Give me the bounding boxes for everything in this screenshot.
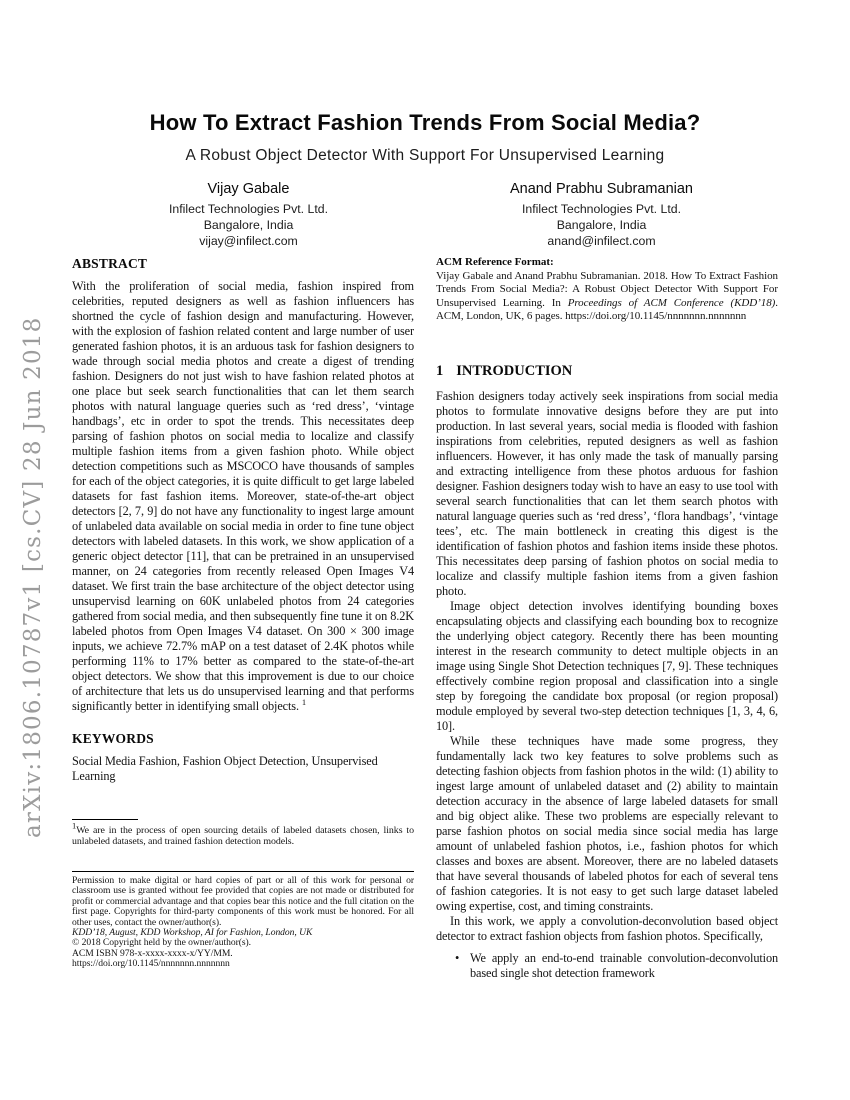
footnote-rule: [72, 819, 138, 820]
abstract-body: With the proliferation of social media, fashion inspired from celebrities, reputed designers as well as fashion influencers has shortned the cycle of fashion design and manufacturing. However, with the explosion of fashion related content and large number of user generated fashion photos, it is an arduous task for fashion designers to wade through social media photos and create a digest of trending fashion. Designers do not just wish to have fashion related photos at one place but seek search functionalities that can let them search photos with natural language queries such as ‘red dress’, ‘vintage handbags’, etc in order to spot the trends. This necessitates deep parsing of fashion photos on social media to localize and classify multiple fashion items from a given fashion photo. While object detection competitions such as MSCOCO have thousands of samples for each of the object categories, it is quite difficult to get large labeled datasets for fast fashion items. Moreover, state-of-the-art object detectors [2, 7, 9] do not have any functionality to ingest large amount of unlabeled data available on social media in order to fine tune object detectors with labeled datasets. In this work, we show application of a generic object detector [11], that can be pretrained in an unsupervised manner, on 24 categories from recently released Open Images V4 dataset. We first train the base architecture of the object detector using unsupervisd learning on 60K unlabeled photos from 24 categories gathered from social media, and then subsequently fine tune it on 8.2K labeled photos from Open Images V4 dataset. On 300 × 300 image inputs, we achieve 72.7% mAP on a test dataset of 2.4K photos while performing 11% to 17% better as compared to the state-of-the-art object detectors. We show that this improvement is due to our choice of architecture that lets us do unsupervised learning and that performs significantly better in identifying small objects.: [72, 279, 414, 713]
left-column: [72, 256, 414, 784]
section-heading-introduction: [436, 363, 778, 380]
author-1-affiliation: Infilect Technologies Pvt. Ltd.: [168, 202, 329, 216]
paper-title: How To Extract Fashion Trends From Social Media?: [149, 110, 701, 135]
intro-paragraph-4: In this work, we apply a convolution-deconvolution based object detector to extract fashion objects from fashion photos. Specifically,: [436, 913, 778, 943]
abstract-footnote-marker: 1: [301, 696, 307, 707]
arxiv-stamp: arXiv:1806.10787v1 [cs.CV] 28 Jun 2018: [20, 316, 46, 838]
isbn-line: ACM ISBN 978-x-xxxx-xxxx-x/YY/MM.: [72, 947, 233, 959]
conference-line: KDD’18, August, KDD Workshop, AI for Fashion, London, UK: [72, 927, 313, 939]
footnote-body: We are in the process of open sourcing details of labeled datasets chosen, links to unlabeled datasets, and trained fashion detection models.: [72, 825, 414, 847]
abstract-heading: ABSTRACT: [72, 256, 148, 271]
author-2-affiliation: Infilect Technologies Pvt. Ltd.: [521, 202, 682, 216]
acm-reference-block: [436, 256, 778, 324]
paper-subtitle: A Robust Object Detector With Support For Unsupervised Learning: [185, 147, 665, 164]
author-1-name: Vijay Gabale: [207, 181, 290, 197]
acm-reference-proceedings: Proceedings of ACM Conference (KDD’18): [567, 296, 776, 309]
section-number: 1: [436, 362, 444, 379]
footnote-text: [72, 820, 414, 847]
keywords-heading: KEYWORDS: [72, 731, 154, 746]
author-1-email[interactable]: vijay@infilect.com: [199, 234, 298, 248]
right-column: [436, 256, 778, 981]
permission-statement: Permission to make digital or hard copies of part or all of this work for personal or classroom use is granted without fee provided that copies are not made or distributed for profit or commercial advantage and that copies bear this notice and the full citation on the first page. Copyrights for third-party components of this work must be honored. For all other uses, contact the owner/author(s).: [72, 875, 414, 928]
author-1: [72, 181, 425, 249]
author-2-email[interactable]: anand@infilect.com: [547, 234, 656, 248]
section-title: INTRODUCTION: [456, 362, 573, 379]
copyright-block: [72, 871, 414, 970]
acm-reference-text: [436, 270, 778, 324]
contribution-item: • We apply an end-to-end trainable convolution-deconvolution based single shot detection framework: [470, 951, 778, 981]
intro-paragraph-2: Image object detection involves identifying bounding boxes encapsulating objects and classifying each bounding box to recognize the underlying object category. Recently there has been mounting interest in the research community to detect multiple objects in an image using Single Shot Detection techniques [7, 9]. These techniques effectively combine region proposal and classification into a single step by foregoing the candidate box proposal (or region proposal) module employed by several two-step detection techniques [1, 3, 4, 6, 10].: [436, 598, 778, 733]
author-2-name: Anand Prabhu Subramanian: [510, 181, 693, 197]
abstract-text: [72, 279, 414, 714]
doi-link[interactable]: https://doi.org/10.1145/nnnnnnn.nnnnnnn: [72, 958, 230, 970]
intro-paragraph-3: While these techniques have made some progress, they fundamentally lack two key features to solve problems such as detecting fashion objects from fashion photos in the wild: (1) ability to ingest large amount of unlabeled dataset and (2) ability to maintain detection accuracy in the absence of large labeled datasets for small and big object alike. These two problems are especially relevant to parse fashion photos on social media since social media has large amount of unlabeled fashion photos, i.e., fashion photos for which classes and boxes are absent. Moreover, there are no labeled datasets that have several thousands of labeled photos for each of several tens of fashion categories. It is not easy to get such large dataset labeled owing expertise, cost, and timing constraints.: [436, 733, 778, 913]
acm-reference-before: Vijay Gabale and Anand Prabhu Subramanian. 2018. How To Extract Fashion Trends From Social Media?: A Robust Object Detector With Support For Unsupervised Learning. In: [436, 269, 778, 309]
copyright-line: © 2018 Copyright held by the owner/author(s).: [72, 937, 252, 949]
author-1-location: Bangalore, India: [203, 218, 294, 232]
author-2: [425, 181, 778, 249]
acm-reference-heading: ACM Reference Format:: [436, 256, 554, 268]
author-block: [72, 181, 778, 249]
acm-reference-after: . ACM, London, UK, 6 pages. https://doi.org/10.1145/nnnnnnn.nnnnnnn: [436, 296, 778, 322]
keywords-text: Social Media Fashion, Fashion Object Detection, Unsupervised Learning: [72, 754, 378, 783]
contribution-list: [436, 951, 778, 981]
author-2-location: Bangalore, India: [556, 218, 647, 232]
footnote-block: [72, 819, 414, 847]
footnote-marker: 1: [72, 820, 77, 831]
intro-paragraph-1: Fashion designers today actively seek inspirations from social media photos to formulate innovative designs before they are put into production. In last several years, social media is flooded with fashion inspirations from celebrities, reputed designers as well as fashion influencers. However, it has only made the task of manually parsing and extracting intelligence from these photos arduous for fashion designer. Fashion designers today wish to have an easy to use tool with several search functionalities that can let them search photos with natural language queries such as ‘red dress’, ‘flora handbags’, ‘vintage tees’, etc. The main bottleneck in creating this digest is the identification of fashion photos and fashion items inside these photos. This necessitates deep parsing of fashion photos on social media to localize and classify multiple fashion items from a given fashion photo.: [436, 388, 778, 598]
copyright-rule: [72, 871, 414, 872]
